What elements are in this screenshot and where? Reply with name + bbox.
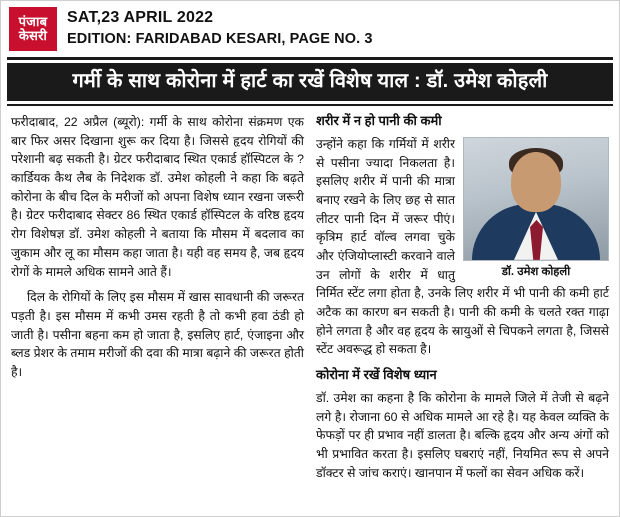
subheading-corona: कोरोना में रखें विशेष ध्यान bbox=[316, 367, 437, 383]
photo-head bbox=[511, 152, 561, 212]
publication-date: SAT,23 APRIL 2022 bbox=[67, 9, 214, 26]
subheading-water: शरीर में न हो पानी की कमी bbox=[316, 113, 442, 128]
logo-line-1: पंजाब bbox=[18, 14, 48, 30]
masthead-text bbox=[67, 5, 373, 49]
article-body bbox=[1, 106, 619, 495]
edition-and-page: EDITION: FARIDABAD KESARI, PAGE NO. 3 bbox=[67, 31, 373, 47]
masthead-divider bbox=[7, 57, 613, 60]
photo-block bbox=[463, 137, 609, 279]
article-headline: गर्मी के साथ कोरोना में हार्ट का रखें विशेष याल : डॉ. उमेश कोहली bbox=[7, 63, 613, 101]
photo-caption: डॉ. उमेश कोहली bbox=[501, 265, 571, 278]
left-paragraph-1: फरीदाबाद, 22 अप्रैल (ब्यूरो): गर्मी के साथ कोरोना संक्रमण एक बार फिर असर दिखाना शुरू कर दिया है। जिससे हृदय रोगियों की परेशानी बढ़ सकती है। ग्रेटर फरीदाबाद स्थित एकार्ड हॉस्पिटल के ?कार्डियक कैथ लैब के निदेशक डॉ. उमेश कोहली ने कहा कि बढ़ते कोरोना के बीच दिल के मरीजों को अपना विशेष ध्यान रखना जरूरी है। ग्रेटर फरीदाबाद सेक्टर 86 स्थित एकार्ड हॉस्पिटल के वरिष्ठ हृदय रोग विशेषज्ञ डॉ. उमेश कोहली ने बताया कि मौसम में बदलाव का जुकाम और लू का मौसम कहा जाता है। यही वह समय है, जब हृदय रोगों के मामले अधिक सामने आते हैं। bbox=[11, 115, 304, 279]
punjab-kesari-logo bbox=[9, 7, 57, 51]
masthead bbox=[1, 1, 619, 55]
left-column bbox=[11, 113, 304, 489]
right-paragraph-1: उन्होंने कहा कि गर्मियों में शरीर से पसीना ज्यादा निकलता है। इसलिए शरीर में पानी की मात्रा बनाए रखने के लिए छह से सात लीटर पानी दिन में जरूर पीएं। कृत्रिम हार्ट वॉल्व लगवा चुके और एंजियोप्लास्टी करवाने वाले उन लोगों के शरीर में धातु निर्मित स्टेंट लगा होता है, उनके लिए शरीर में भी पानी की कमी हार्ट अटैक का कारण बन सकती है। पानी की कमी के चलते रक्त गाढ़ा होने लगता है और वह हृदय के स्रायुओं से चिपकने लगता है, जिससे स्टेंट अवरूद्ध हो सकता है। bbox=[316, 136, 609, 357]
right-paragraph-2: डॉ. उमेश का कहना है कि कोरोना के मामले जिले में तेजी से बढ़ने लगे है। रोजाना 60 से अधिक मामले आ रहे है। यह केवल व्यक्ति के फेफड़ों पर ही प्रभाव नहीं डालता है। बल्कि हृदय और अन्य अंगों को भी प्रभावित करता है। इसलिए घबराएं नहीं, नियमित रूप से अपने डॉक्टर से जांच कराएं। खानपान में फलों का सेवन अधिक करें। bbox=[316, 391, 609, 480]
doctor-photo bbox=[463, 137, 609, 261]
logo-line-2: केसरी bbox=[18, 28, 48, 43]
left-paragraph-2: दिल के रोगियों के लिए इस मौसम में खास सावधानी की जरूरत पड़ती है। इस मौसम में कभी उमस रहती है तो कभी हवा ठंडी हो जाती है। पसीना बहना कम हो जाता है, इसलिए हार्ट, एंजाइना और ब्लड प्रेशर के तमाम मरीजों की दवा की मात्रा बढ़ाने की जरूरत होती है। bbox=[11, 290, 304, 379]
right-column bbox=[316, 113, 609, 489]
